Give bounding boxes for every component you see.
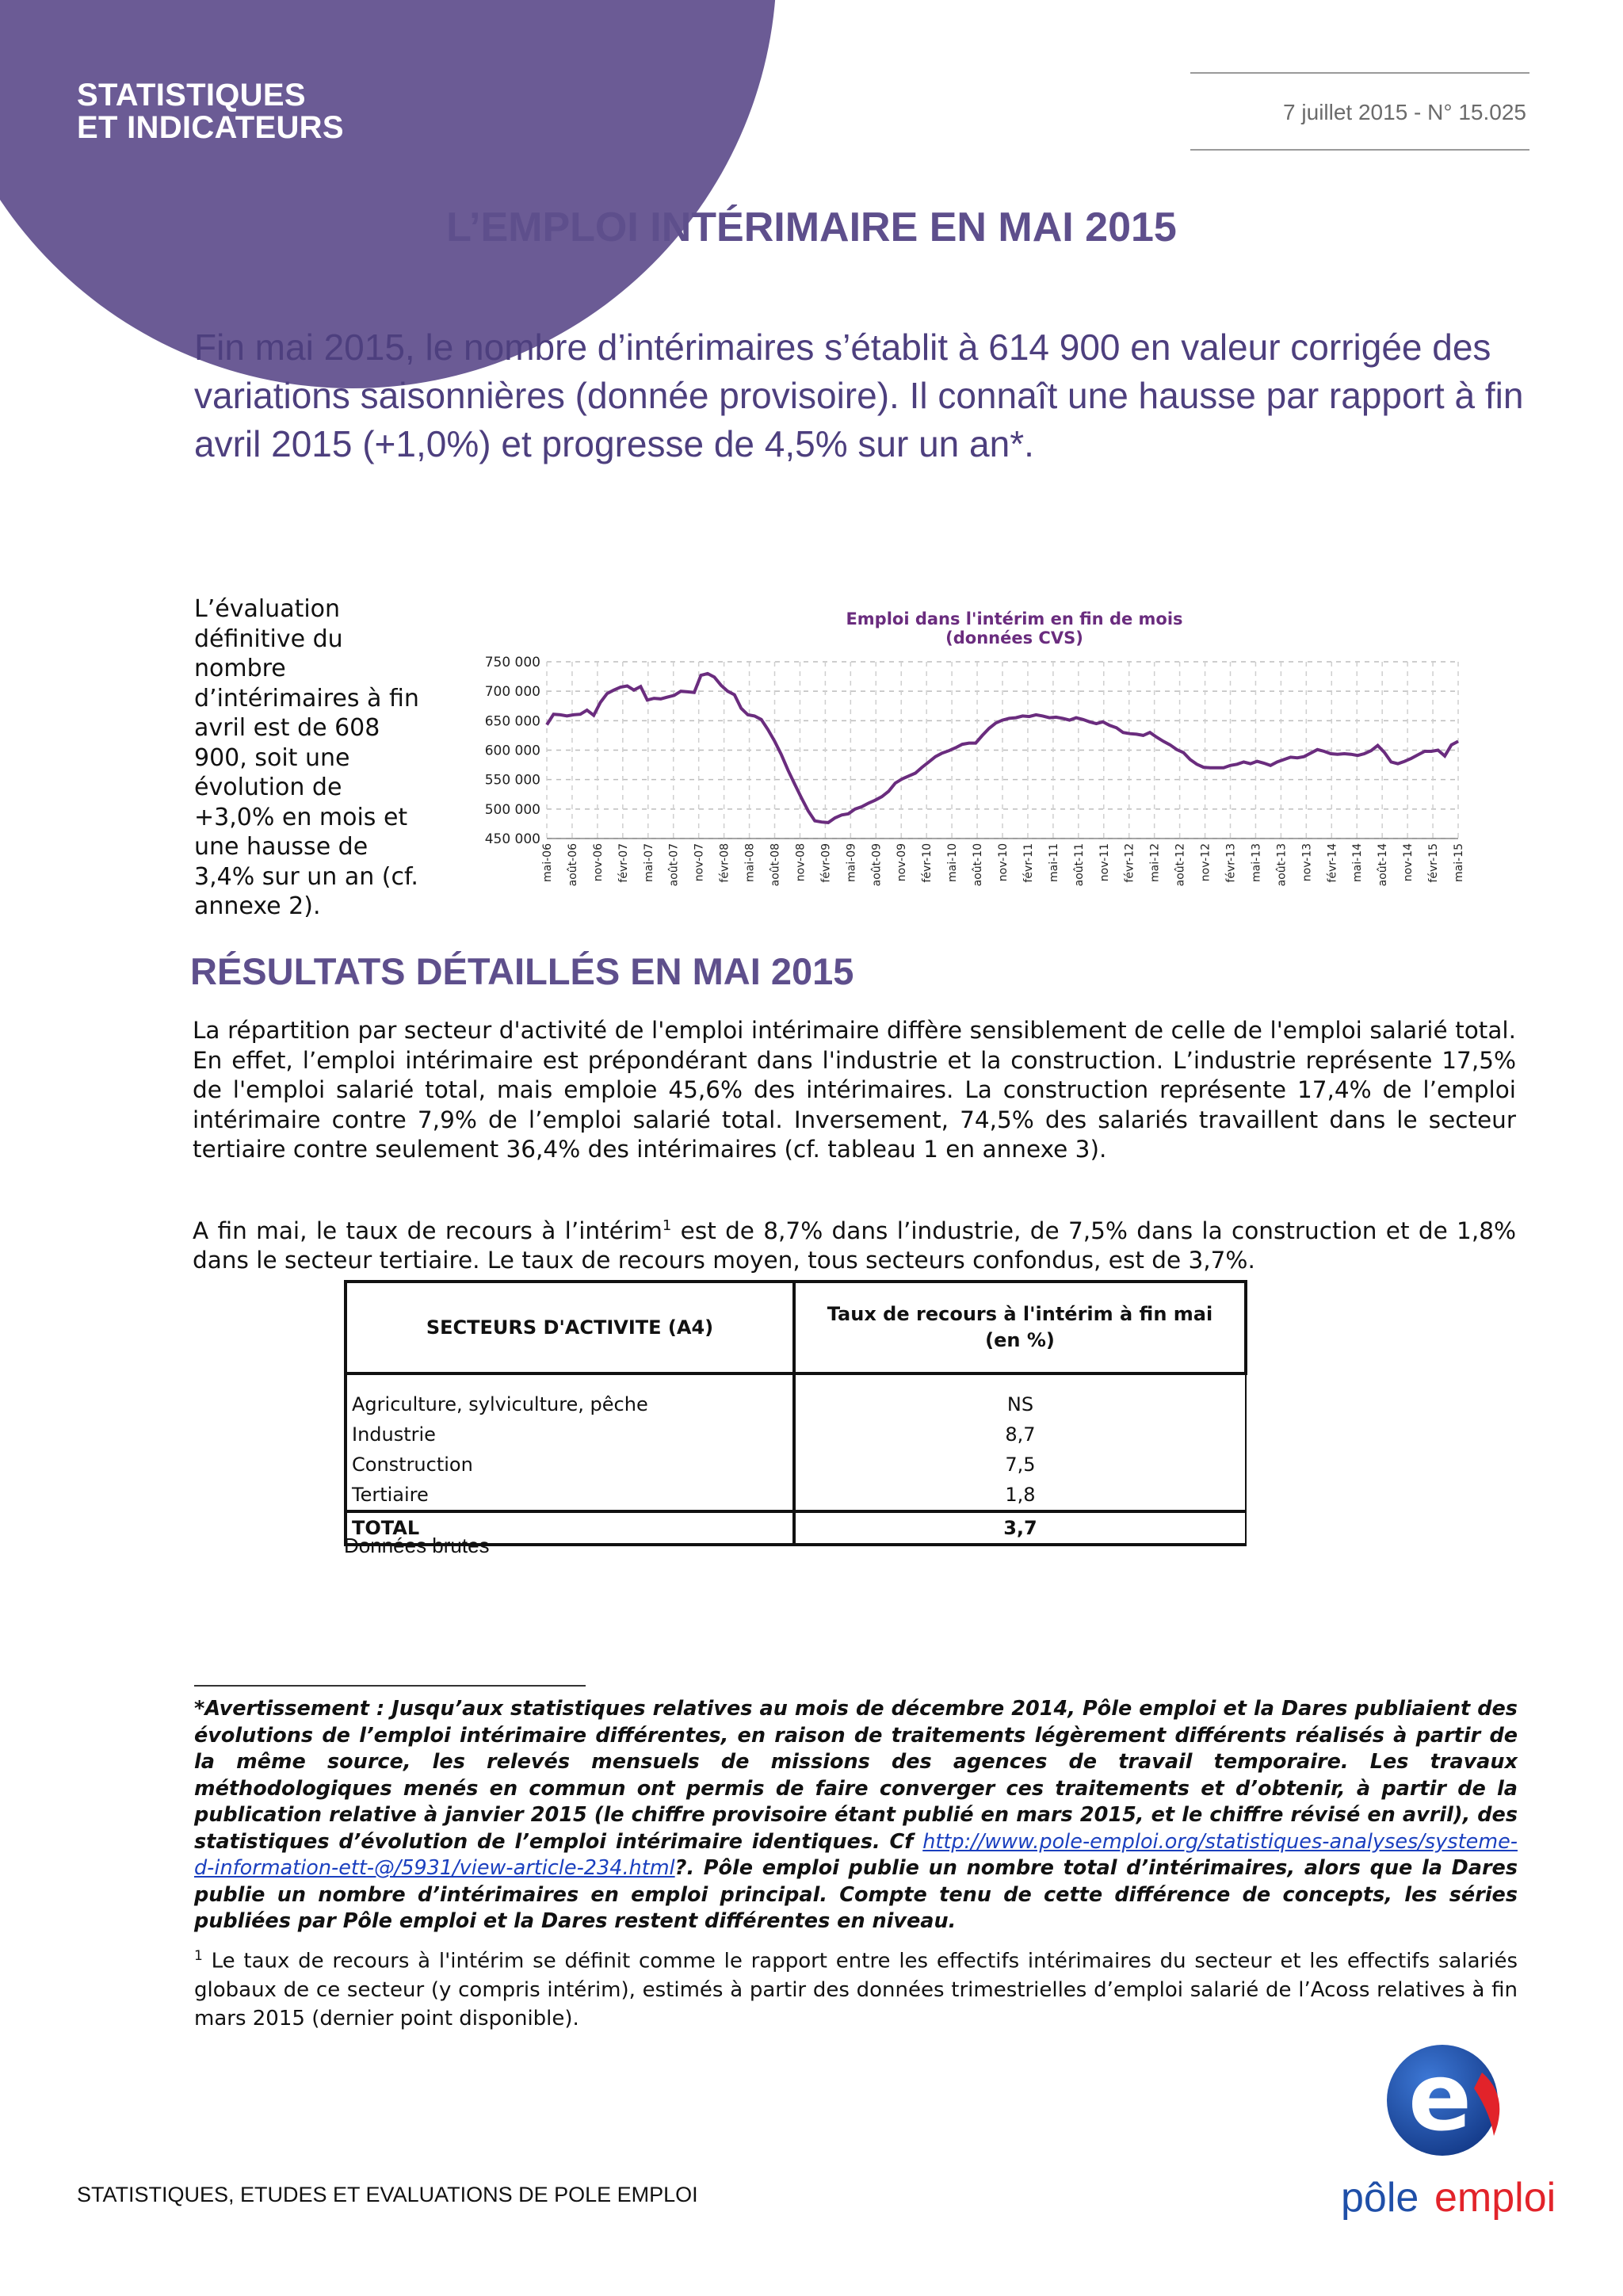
chart-x-tick-label: nov-14: [1402, 843, 1415, 882]
chart-y-tick-label: 500 000: [484, 801, 540, 818]
chart-x-tick-label: mai-07: [642, 843, 655, 882]
chart-x-tick-label: mai-09: [845, 843, 858, 882]
warning-text-a: *Avertissement : Jusqu’aux statistiques relatives au mois de décembre 2014, Pôle emploi et la Dares publiaient des évolutions de l’emploi intérimaire différentes, en raison de traitements légèrement différents réalisés à partir de la même source, les relevés mensuels de missions des agences de travail temporaire. Les travaux méthodologiques menés en commun ont permis de faire converger ces traitements et d’obtenir, à partir de la publication relative à janvier 2015 (le chiffre provisoire étant publié en mars 2015, et le chiffre révisé en avril), des statistiques d’évolution de l’emploi intérimaire identiques. Cf: [194, 1697, 1518, 1854]
chart-x-tick-label: mai-08: [743, 843, 757, 882]
chart-x-tick-label: mai-15: [1453, 843, 1465, 882]
chart-x-tick-label: nov-13: [1300, 843, 1314, 882]
chart-x-tick-label: févr-11: [1022, 843, 1035, 883]
chart-title-line-1: Emploi dans l'intérim en fin de mois: [846, 609, 1183, 628]
footnote-mark: 1: [194, 1948, 203, 1964]
page-title: L’EMPLOI INTÉRIMAIRE EN MAI 2015: [446, 204, 1177, 250]
date-rule-bottom: [1190, 149, 1529, 151]
table-row: [346, 1480, 1246, 1511]
chart-x-tick-label: mai-13: [1250, 843, 1263, 882]
chart-x-tick-label: nov-07: [693, 843, 706, 882]
paragraph-repartition: La répartition par secteur d'activité de l'emploi intérimaire diffère sensiblement de celle de l'emploi salarié total. En effet, l’emploi intérimaire est prépondérant dans l'industrie et la construction. L’industrie représente 17,5% de l'emploi salarié total, mais emploie 45,6% des intérimaires. La construction représente 17,4% de l’emploi intérimaire contre 7,9% de l’emploi salarié total. Inversement, 74,5% des salariés travaillent dans le secteur tertiaire contre seulement 36,4% des intérimaires (cf. tableau 1 en annexe 3).: [193, 1017, 1516, 1163]
logo-wordmark-pole: pôle: [1341, 2175, 1419, 2221]
lead-paragraph: Fin mai 2015, le nombre d’intérimaires s’établit à 614 900 en valeur corrigée des variations saisonnières (donnée provisoire). Il connaît une hausse par rapport à fin avril 2015 (+1,0%) et progresse de 4,5% sur un an*.: [194, 327, 1524, 464]
chart-x-tick-label: nov-10: [997, 843, 1010, 882]
table-cell-sector: Industrie: [346, 1419, 794, 1450]
recourse-rate-table: [344, 1280, 1247, 1546]
pole-emploi-logo: [1331, 2041, 1561, 2223]
chart-x-tick-label: mai-06: [541, 843, 554, 882]
table-header-row: [346, 1282, 1246, 1373]
brand-line-2: ET INDICATEURS: [77, 110, 344, 145]
table-row: [346, 1450, 1246, 1480]
table-total-label: TOTAL: [346, 1511, 794, 1545]
chart-y-tick-label: 650 000: [484, 713, 540, 730]
chart-x-tick-label: nov-12: [1199, 843, 1212, 882]
chart-x-tick-label: févr-13: [1224, 843, 1238, 883]
chart-x-tick-label: févr-14: [1326, 843, 1339, 883]
chart-x-tick-label: févr-08: [718, 843, 731, 883]
table-header-sector: SECTEURS D'ACTIVITE (A4): [346, 1282, 794, 1373]
chart-y-tick-label: 600 000: [484, 743, 540, 759]
table-cell-sector: Tertiaire: [346, 1480, 794, 1511]
table-header-rate: Taux de recours à l'intérim à fin mai (en %): [794, 1282, 1246, 1373]
chart-x-tick-label: août-12: [1174, 843, 1187, 887]
paragraph-taux-recours: [193, 1211, 1516, 1276]
chart-x-tick-label: févr-15: [1427, 843, 1441, 883]
chart-x-tick-label: nov-11: [1098, 843, 1111, 882]
footnote-separator: [194, 1685, 586, 1687]
footnote-1: [194, 1942, 1518, 2033]
date-rule-top: [1190, 72, 1529, 74]
footnote-ref: 1: [662, 1217, 672, 1234]
footer-text: STATISTIQUES, ETUDES ET EVALUATIONS DE POLE EMPLOI: [77, 2183, 698, 2206]
table-source: Données brutes: [344, 1534, 490, 1557]
chart-x-tick-label: août-13: [1275, 843, 1289, 887]
table-cell-sector: Construction: [346, 1450, 794, 1480]
table-row: [346, 1389, 1246, 1419]
chart-x-tick-label: mai-14: [1351, 843, 1365, 882]
table-cell-rate: 1,8: [794, 1480, 1246, 1511]
table-cell-rate: 7,5: [794, 1450, 1246, 1480]
warning-note: [194, 1696, 1518, 1935]
table-row: [346, 1419, 1246, 1450]
table-cell-rate: NS: [794, 1389, 1246, 1419]
footnote-text: Le taux de recours à l'intérim se définit comme le rapport entre les effectifs intérimaires du secteur et les effectifs salariés globaux de ce secteur (y compris intérim), estimés à partir des données trimestrielles d’emploi salarié de l’Acoss relatives à fin mars 2015 (dernier point disponible).: [194, 1949, 1518, 2030]
table-cell-sector: Agriculture, sylviculture, pêche: [346, 1389, 794, 1419]
brand-title: [77, 79, 344, 144]
chart-x-axis: [541, 843, 1465, 886]
chart-x-tick-label: févr-07: [617, 843, 630, 883]
chart-x-tick-label: mai-11: [1047, 843, 1060, 882]
para2-text-b: est de 8,7% dans l’industrie, de 7,5% dans la construction et de 1,8% dans le secteur tertiaire. Le taux de recours moyen, tous secteurs confondus, est de 3,7%.: [193, 1217, 1516, 1274]
chart-x-tick-label: nov-06: [591, 843, 605, 882]
chart-y-tick-label: 450 000: [484, 831, 540, 847]
logo-wordmark-emploi: emploi: [1434, 2175, 1556, 2221]
chart-x-tick-label: août-09: [870, 843, 884, 887]
chart-x-tick-label: août-06: [566, 843, 579, 887]
table-cell-rate: 8,7: [794, 1419, 1246, 1450]
chart-x-tick-label: nov-09: [896, 843, 909, 882]
section-title: RÉSULTATS DÉTAILLÉS EN MAI 2015: [190, 950, 854, 992]
chart-x-tick-label: févr-09: [819, 843, 833, 883]
chart-y-tick-label: 750 000: [484, 655, 540, 670]
chart-x-tick-label: août-10: [972, 843, 985, 887]
publication-date: 7 juillet 2015 - N° 15.025: [1283, 100, 1526, 124]
pole-emploi-article-link[interactable]: http://www.pole-emploi.org/statistiques-analyses/systeme-d-information-ett-@/5931/view-article-234.html: [194, 1829, 1518, 1880]
chart-x-tick-label: févr-10: [921, 843, 934, 883]
interim-chart: [460, 602, 1482, 896]
table-spacer-row: [346, 1373, 1246, 1389]
chart-x-tick-label: nov-08: [794, 843, 808, 882]
chart-x-tick-label: mai-10: [946, 843, 960, 882]
chart-x-tick-label: août-11: [1072, 843, 1086, 887]
chart-x-tick-label: août-14: [1377, 843, 1390, 887]
warning-text-b: ?. Pôle emploi publie un nombre total d’intérimaires, alors que la Dares publie un nombre d’intérimaires en emploi principal. Compte tenu de cette différence de concepts, les séries publiées par Pôle emploi et la Dares restent différentes en niveau.: [194, 1856, 1518, 1933]
chart-y-tick-label: 550 000: [484, 772, 540, 789]
table-total-value: 3,7: [794, 1511, 1246, 1545]
sidebar-note: L’évaluation définitive du nombre d’intérimaires à fin avril est de 608 900, soit une évolution de +3,0% en mois et une hausse de 3,4% sur un an (cf. annexe 2).: [194, 595, 419, 920]
chart-x-tick-label: août-07: [667, 843, 681, 887]
brand-line-1: STATISTIQUES: [77, 78, 306, 113]
chart-x-tick-label: août-08: [769, 843, 782, 887]
chart-y-tick-label: 700 000: [484, 684, 540, 701]
para2-text-a: A fin mai, le taux de recours à l’intérim: [193, 1217, 663, 1244]
chart-x-tick-label: mai-12: [1148, 843, 1162, 882]
chart-title-line-2: (données CVS): [945, 628, 1083, 648]
chart-y-axis: [485, 655, 540, 847]
chart-x-tick-label: févr-12: [1123, 843, 1136, 883]
logo-letter: e: [1407, 2042, 1472, 2152]
